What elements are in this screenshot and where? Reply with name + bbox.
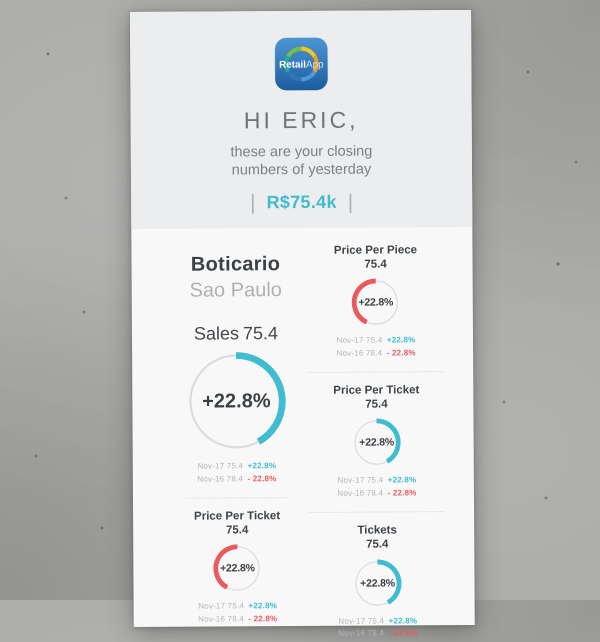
total-row — [250, 192, 353, 214]
row-change: - 22.8% — [247, 473, 277, 484]
metric-gauge — [213, 544, 261, 592]
store-city: Sao Paulo — [189, 279, 282, 302]
horizontal-divider — [185, 497, 289, 499]
row-change: - 22.8% — [248, 613, 278, 624]
gauge-change-label: +22.8% — [360, 576, 395, 590]
pipe-divider-right: | — [347, 190, 354, 214]
metric-title: Price Per Ticket — [194, 509, 281, 523]
row-value: 75.4 — [226, 461, 244, 471]
total-value: R$75.4k — [266, 192, 337, 213]
card-body — [131, 227, 475, 642]
sales-change-label: +22.8% — [202, 389, 271, 413]
row-change: - 22.8% — [386, 348, 416, 358]
row-value: 75.4 — [367, 616, 385, 626]
row-value: 78.4 — [227, 614, 244, 624]
row-date: Nov-17 — [338, 616, 366, 626]
metric-gauge — [352, 419, 400, 467]
greeting-text: HI ERIC, — [243, 106, 359, 134]
row-change: +22.8% — [386, 335, 416, 345]
comparison-row — [310, 627, 446, 641]
card-header — [130, 10, 472, 229]
row-value: 75.4 — [227, 601, 245, 611]
row-date: Nov-16 — [337, 488, 365, 499]
row-change: +22.8% — [248, 601, 278, 611]
metric-price-per-ticket-right — [308, 384, 445, 501]
row-date: Nov-17 — [336, 336, 364, 346]
subtitle-text — [230, 143, 372, 180]
row-change: - 22.8% — [388, 628, 418, 638]
comparison-row — [309, 475, 445, 489]
sales-gauge — [185, 350, 288, 453]
row-date: Nov-17 — [198, 601, 226, 611]
comparison-rows — [170, 600, 306, 626]
svg-text:RetailApp: RetailApp — [278, 59, 324, 71]
horizontal-divider — [308, 371, 444, 373]
metric-title: Tickets — [357, 524, 397, 537]
comparison-row — [170, 613, 306, 627]
metric-value: 75.4 — [366, 538, 389, 551]
row-date: Nov-16 — [198, 614, 226, 624]
sales-title — [168, 323, 304, 345]
comparison-rows — [309, 475, 445, 501]
metric-value: 75.4 — [225, 524, 249, 537]
comparison-rows — [310, 615, 446, 641]
comparison-row — [309, 487, 445, 501]
retailapp-logo-icon — [274, 37, 328, 91]
metric-title: Price Per Ticket — [333, 384, 420, 397]
subtitle-line1: these are your closing — [230, 143, 373, 161]
row-value: 78.4 — [366, 488, 384, 498]
row-date: Nov-16 — [197, 474, 225, 484]
sales-value: 75.4 — [242, 323, 279, 344]
store-name: Boticario — [190, 253, 281, 276]
gauge-change-label: +22.8% — [359, 436, 395, 450]
metric-value: 75.4 — [365, 398, 388, 411]
sales-label: Sales — [193, 323, 240, 344]
gauge-change-label: +22.8% — [358, 296, 394, 310]
metric-tickets — [309, 524, 446, 641]
row-change: +22.8% — [387, 475, 417, 485]
row-date: Nov-16 — [336, 348, 364, 359]
row-date: Nov-17 — [197, 461, 225, 471]
comparison-row — [170, 600, 306, 614]
comparison-row — [169, 460, 305, 474]
row-change: +22.8% — [247, 461, 277, 471]
subtitle-line2: numbers of yesterday — [231, 161, 372, 179]
gauge-change-label: +22.8% — [220, 562, 255, 575]
right-column — [303, 227, 476, 641]
row-value: 75.4 — [366, 335, 383, 346]
left-column — [131, 228, 306, 642]
metric-price-per-piece — [307, 244, 444, 361]
comparison-row — [169, 473, 305, 487]
row-date: Nov-17 — [337, 476, 365, 486]
row-value: 75.4 — [366, 475, 384, 486]
row-change: +22.8% — [388, 615, 418, 625]
metric-gauge — [352, 279, 400, 327]
metric-title: Price Per Piece — [333, 244, 418, 257]
metric-price-per-ticket-left — [169, 510, 306, 627]
row-value: 78.4 — [226, 474, 244, 484]
comparison-rows — [308, 335, 444, 361]
comparison-row — [310, 615, 446, 629]
pipe-divider-left: | — [250, 191, 256, 215]
report-card — [130, 10, 475, 639]
horizontal-divider — [309, 511, 445, 513]
comparison-row — [308, 347, 444, 361]
row-change: - 22.8% — [387, 488, 417, 498]
row-value: 78.4 — [367, 628, 385, 638]
row-value: 78.4 — [365, 348, 383, 358]
comparison-row — [308, 335, 444, 349]
metric-value: 75.4 — [364, 258, 387, 271]
sales-comparison-rows — [169, 460, 305, 486]
row-date: Nov-16 — [338, 628, 366, 639]
